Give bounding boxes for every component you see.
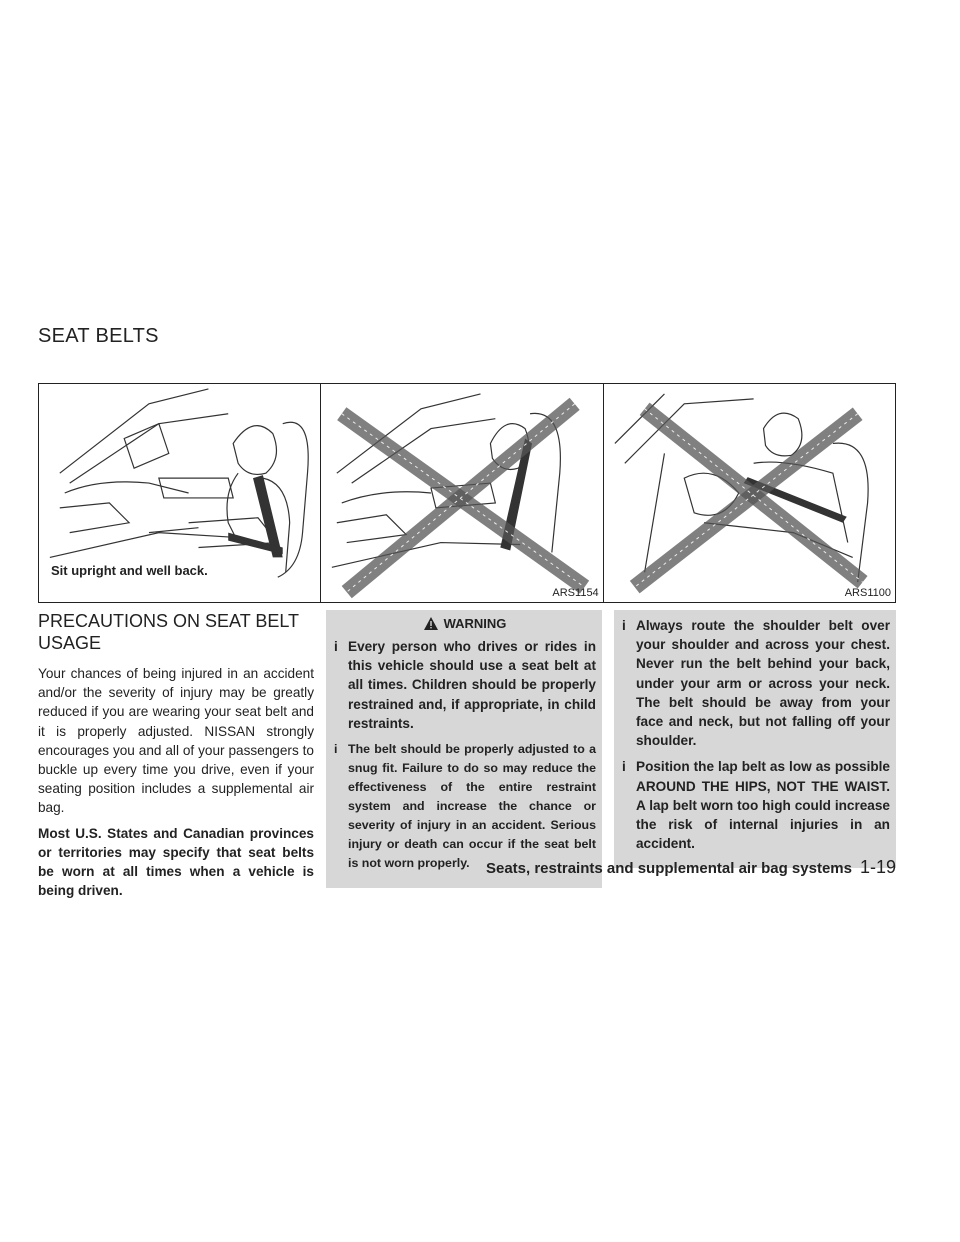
chapter-title: Seats, restraints and supplemental air bag systems [485, 860, 852, 877]
illustration-code: ARS1154 [552, 587, 599, 599]
warning-header [334, 616, 596, 631]
warning-box-continued [614, 610, 896, 868]
warning-item: i The belt should be properly adjusted to a snug fit. Failure to do so may reduce the effectiveness of the entire restraint system and increase the chance or severity of injury in an accident. Serious injury or death can occur if the seat belt is not worn properly. [334, 740, 596, 873]
section-title: SEAT BELTS [38, 325, 159, 347]
bullet-icon: i [334, 639, 338, 654]
page-number: 1-19 [859, 857, 896, 877]
illustration-code: ARS1100 [844, 587, 891, 599]
reclined-wrong-drawing [321, 384, 602, 602]
column-right [614, 610, 896, 868]
warning-item: i Every person who drives or rides in this vehicle should use a seat belt at all times. Children should be properly restrained and, if appropriate, in child restraints. [334, 637, 596, 733]
warning-box [326, 610, 602, 888]
warning-triangle-icon [424, 617, 438, 630]
bullet-icon: i [334, 742, 338, 757]
warning-title: WARNING [443, 616, 507, 631]
law-paragraph: Most U.S. States and Canadian provinces or territories may specify that seat belts be worn at all times when a vehicle is being driven. [38, 825, 314, 899]
illustration-strip [38, 383, 896, 603]
subsection-heading: PRECAUTIONS ON SEAT BELT USAGE [38, 611, 299, 653]
intro-paragraph: Your chances of being injured in an accident and/or the severity of injury may be greatly reduced if you are wearing your seat belt and it is properly adjusted. NISSAN strongly encourages you and all of your passengers to buckle up every time you drive, even if your seating position includes a supplemental air bag. [38, 666, 314, 816]
warning-item: i Always route the shoulder belt over your shoulder and across your chest. Never run the belt behind your back, under your arm or across your neck. The belt should be away from your face and neck, but not falling off your shoulder. [622, 616, 890, 750]
belt-wrong-drawing [604, 384, 895, 602]
bullet-icon: i [622, 759, 626, 775]
column-middle [326, 610, 602, 888]
illustration-correct-posture [39, 384, 320, 602]
illustration-caption: Sit upright and well back. [51, 563, 208, 578]
page-footer [0, 857, 896, 878]
illustration-belt-wrong [603, 384, 895, 602]
warning-item: i Position the lap belt as low as possible AROUND THE HIPS, NOT THE WAIST. A lap belt worn too high could increase the risk of internal injuries in an accident. [622, 757, 890, 853]
bullet-icon: i [622, 618, 626, 633]
illustration-reclined-wrong [320, 384, 602, 602]
